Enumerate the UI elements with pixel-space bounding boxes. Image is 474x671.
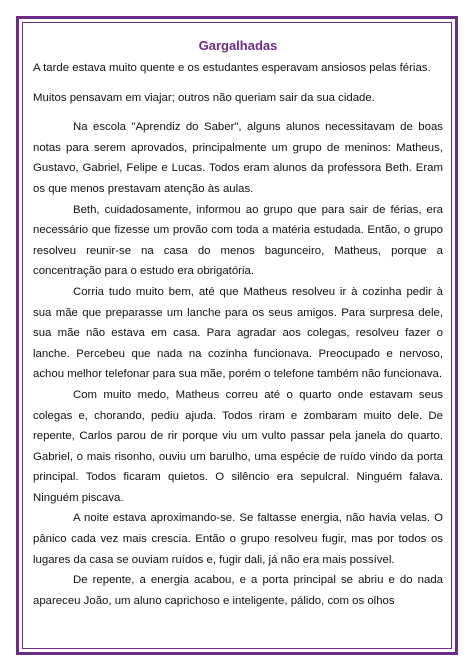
paragraph: A tarde estava muito quente e os estudantes esperavam ansiosos pelas férias. (33, 62, 431, 74)
paragraph: Corria tudo muito bem, até que Matheus resolveu ir à cozinha pedir à sua mãe que preparasse um lanche para os seus amigos. Para surpresa dele, sua mãe não estava em casa. Para agradar aos colegas, resolveu fazer o lanche. Percebeu que nada na cozinha funcionava. Preocupado e nervoso, achou melhor telefonar para sua mãe, porém o telefone também não funcionava. (33, 285, 443, 381)
paragraph: Na escola "Aprendiz do Saber", alguns alunos necessitavam de boas notas para serem aprovados, principalmente um grupo de meninos: Matheus, Gustavo, Gabriel, Felipe e Lucas. Todos eram alunos da professora Beth. Eram os que menos prestavam atenção às aulas. (33, 121, 443, 195)
paragraph: A noite estava aproximando-se. Se faltasse energia, não havia velas. O pânico cada vez mais crescia. Então o grupo resolveu fugir, mas por todos os lugares da casa se ouviam ruídos e, fugir dali, já não era mais possível. (33, 512, 443, 566)
document-title: Gargalhadas (198, 38, 278, 53)
paragraph: Muitos pensavam em viajar; outros não queriam sair da sua cidade. (33, 91, 375, 104)
paragraph: Beth, cuidadosamente, informou ao grupo que para sair de férias, era necessário que fizesse um provão com toda a matéria estudada. Então, o grupo resolveu reunir-se na casa do menos bagunceiro, Matheus, porque a concentração para o estudo era obrigatória. (33, 203, 443, 278)
paragraph: Com muito medo, Matheus correu até o quarto onde estavam seus colegas e, chorando, pediu ajuda. Todos riram e zombaram muito dele. De repente, Carlos parou de rir porque viu um vulto passar pela janela do quarto. Gabriel, o mais risonho, ouviu um barulho, uma espécie de ruído vindo da porta principal. Todos ficaram quietos. O silêncio era sepulcral. Ninguém falava. Ninguém piscava. (33, 388, 443, 504)
document-body (33, 38, 443, 648)
paragraph: De repente, a energia acabou, e a porta principal se abriu e do nada apareceu João, um aluno caprichoso e inteligente, pálido, com os olhos (33, 574, 443, 607)
